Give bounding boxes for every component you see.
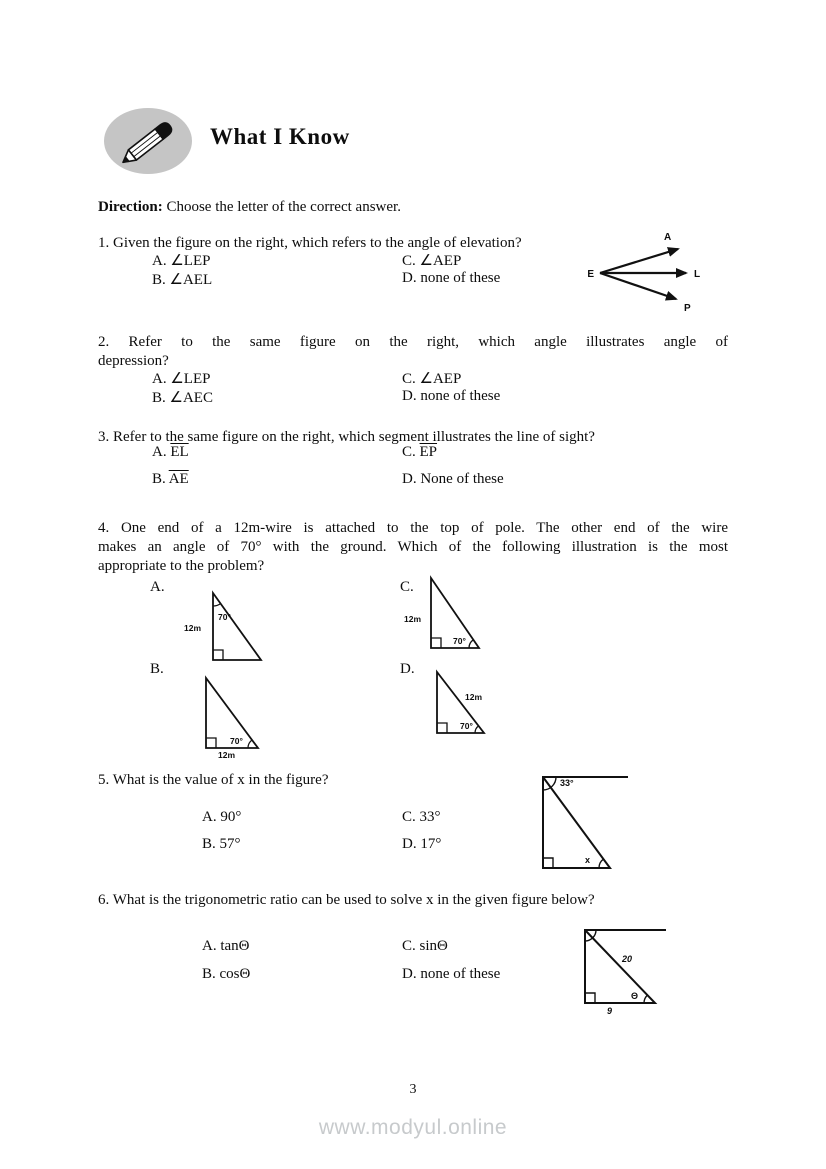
q2-option-c: C. ∠AEP [402,371,462,387]
q1-option-c: C. ∠AEP [402,253,462,269]
bottom-angle-arc [644,995,647,1003]
question-4-text-line3: appropriate to the problem? [98,558,265,574]
question-5-text: 5. What is the value of x in the figure? [98,772,329,788]
side-12m-label: 12m [404,614,422,624]
angle-70-label: 70° [460,721,473,731]
figure-q5-triangle [535,765,635,875]
right-angle-mark [585,993,595,1003]
angle-theta-label: Θ [631,991,639,1001]
q5-option-c: C. 33° [402,809,441,825]
q2-option-d: D. none of these [402,388,501,404]
figure-outline [585,930,666,1003]
figure-q6-triangle [578,918,693,1018]
direction-label: Direction: [98,199,163,215]
right-angle-mark [437,723,447,733]
section-title: What I Know [210,124,350,149]
bottom-angle-arc [599,859,604,868]
figure-q4-triangle-b [194,674,294,762]
direction [98,198,401,217]
point-L-label: L [694,269,701,280]
angle-70-label: 70° [453,636,466,646]
angle-arc [475,726,479,733]
figure-q4-triangle-d [428,666,523,741]
page-number: 3 [409,1082,417,1097]
angle-arc [213,604,221,606]
q4-choice-b-label: B. [150,661,164,677]
right-angle-mark [431,638,441,648]
q2-option-a: A. ∠LEP [152,371,211,387]
q4-choice-c-label: C. [400,579,414,595]
question-1-text: 1. Given the figure on the right, which refers to the angle of elevation? [98,235,522,251]
ray-to-P [600,273,676,299]
q3-option-b-prefix: B. [152,471,169,487]
q3-option-a [152,444,189,461]
base-9-label: 9 [607,1006,613,1016]
q6-option-d: D. none of these [402,966,501,982]
vertex-E-label: E [587,269,594,280]
segment-EL: $\overline{EL}$ [170,444,189,460]
angle-arc [469,640,473,648]
q5-option-a: A. 90° [202,809,242,825]
right-angle-mark [543,858,553,868]
question-2-text-line1: 2. Refer to the same figure on the right, which angle illustrates angle of [98,334,728,350]
point-P-label: P [684,303,691,314]
q6-option-a: A. tanΘ [202,938,250,954]
q1-option-a: A. ∠LEP [152,253,211,269]
segment-EP: $\overline{EP}$ [419,444,438,460]
figure-q4-triangle-c [398,573,498,653]
angle-x-label: x [585,855,591,865]
q3-option-c [402,444,437,461]
ray-to-A [600,249,678,273]
question-4-text-line1: 4. One end of a 12m-wire is attached to the top of pole. The other end of the wire [98,520,728,536]
angle-arc [248,740,252,748]
question-2-text-line2: depression? [98,353,169,369]
segment-AE: $\overline{AE}$ [168,471,189,487]
q3-option-c-prefix: C. [402,444,420,460]
angle-33-label: 33° [560,778,574,788]
q3-option-a-prefix: A. [152,444,171,460]
right-angle-mark [206,738,216,748]
question-3-text: 3. Refer to the same figure on the right, which segment illustrates the line of sight? [98,429,595,445]
watermark: www.modyul.online [318,1116,508,1139]
hypotenuse-20-label: 20 [622,954,633,964]
question-6-text: 6. What is the trigonometric ratio can be used to solve x in the given figure below? [98,892,595,908]
hypotenuse-12m-label: 12m [465,692,483,702]
q6-option-c: C. sinΘ [402,938,448,954]
side-12m-label: 12m [184,623,202,633]
angle-70-label: 70° [230,736,243,746]
point-A-label: A [664,232,672,243]
q5-option-b: B. 57° [202,836,241,852]
q5-option-d: D. 17° [402,836,442,852]
q3-option-d: D. None of these [402,471,504,487]
angle-70-label: 70° [218,612,231,622]
q1-option-d: D. none of these [402,270,501,286]
figure-q1-rays [580,225,712,320]
q4-choice-d-label: D. [400,661,415,677]
q4-choice-a-label: A. [150,579,165,595]
right-angle-mark [213,650,223,660]
base-12m-label: 12m [218,750,236,760]
question-4-text-line2: makes an angle of 70° with the ground. Which of the following illustration is the most [98,539,728,555]
figure-q4-triangle-a [180,588,275,666]
q6-option-b: B. cosΘ [202,966,251,982]
q1-option-b: B. ∠AEL [152,272,213,288]
direction-text: Choose the letter of the correct answer. [166,199,401,215]
q2-option-b: B. ∠AEC [152,390,213,406]
q3-option-b [152,471,189,488]
pencil-icon [103,105,195,177]
